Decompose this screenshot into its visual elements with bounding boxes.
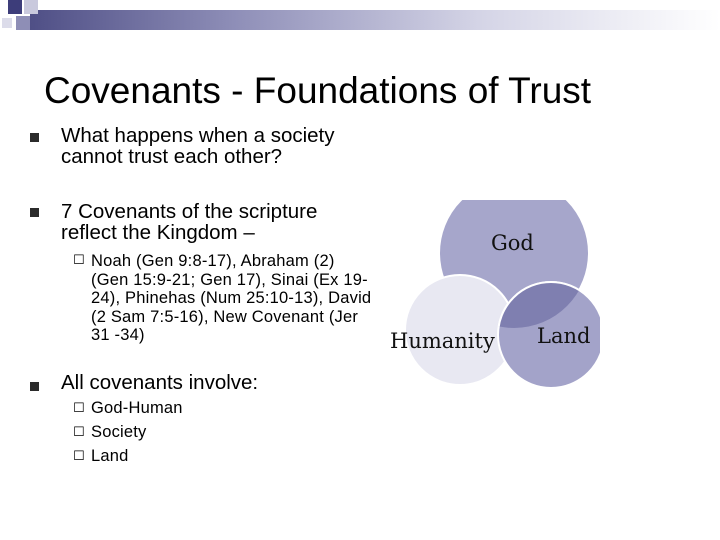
humanity-label: Humanity: [390, 329, 495, 353]
decor-square-mid: [16, 16, 30, 30]
decor-square-light: [24, 0, 38, 14]
checkbox-bullet-icon: ☐: [73, 253, 85, 268]
bullet-marker: [30, 133, 39, 142]
decor-square-faint: [2, 18, 12, 28]
checkbox-bullet-icon: ☐: [73, 401, 85, 416]
bullet-text: All covenants involve:: [61, 371, 259, 394]
land-label: Land: [537, 324, 591, 348]
decor-square-dark: [8, 0, 22, 14]
bullet-marker: [30, 208, 39, 217]
bullet-marker: [30, 382, 39, 391]
sub-bullet-text: Land: [91, 447, 129, 465]
god-label: God: [491, 231, 534, 255]
sub-bullet-text: Noah (Gen 9:8-17), Abraham (2) (Gen 15:9-21; Gen 17), Sinai (Ex 19-24), Phinehas (Num 25:10-13), David (2 Sam 7:5-16), New Covenant (Jer 31 -34): [91, 252, 372, 344]
slide-title: Covenants - Foundations of Trust: [44, 70, 592, 111]
bullet-text: 7 Covenants of the scripture reflect the Kingdom –: [61, 200, 318, 244]
header-band: [0, 0, 720, 40]
checkbox-bullet-icon: ☐: [73, 449, 85, 464]
venn-diagram: [380, 200, 600, 400]
checkbox-bullet-icon: ☐: [73, 425, 85, 440]
header-gradient-bar: [30, 10, 720, 30]
sub-bullet-text: Society: [91, 423, 147, 441]
sub-bullet-text: God-Human: [91, 399, 183, 417]
bullet-text: What happens when a society cannot trust each other?: [61, 124, 335, 168]
